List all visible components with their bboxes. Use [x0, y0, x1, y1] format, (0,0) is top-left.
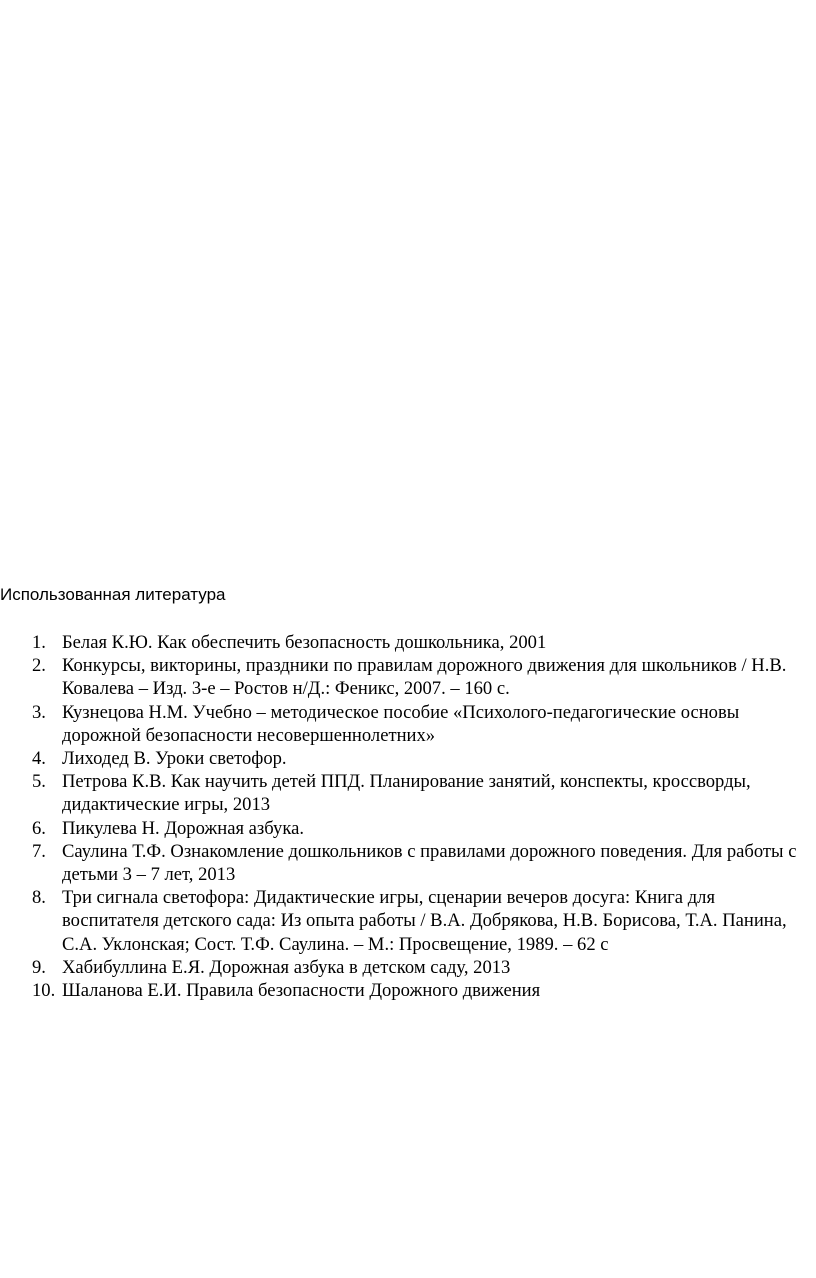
- references-list: [32, 631, 816, 1002]
- reference-number: 3.: [32, 701, 46, 723]
- reference-text: Три сигнала светофора: Дидактические игры, сценарии вечеров досуга: Книга для воспитателя детского сада: Из опыта работы / В.А. Добрякова, Н.В. Борисова, Т.А. Панина, С.А. Уклонская; Сост. Т.Ф. Саулина. – М.: Просвещение, 1989. – 62 с: [62, 887, 787, 955]
- reference-number: 10.: [32, 980, 56, 1002]
- list-item: [32, 701, 816, 747]
- reference-number: 9.: [32, 956, 46, 978]
- reference-text: Петрова К.В. Как научить детей ППД. Планирование занятий, конспекты, кроссворды, дидактические игры, 2013: [62, 771, 751, 816]
- reference-text: Конкурсы, викторины, праздники по правилам дорожного движения для школьников / Н.В. Ковалева – Изд. 3-е – Ростов н/Д.: Феникс, 2007. – 160 с.: [62, 655, 787, 700]
- list-item: [32, 817, 816, 840]
- reference-text: Хабибуллина Е.Я. Дорожная азбука в детском саду, 2013: [62, 956, 511, 978]
- reference-number: 4.: [32, 748, 46, 770]
- reference-text: Лиходед В. Уроки светофор.: [62, 748, 287, 770]
- reference-number: 8.: [32, 887, 46, 909]
- list-item: [32, 979, 816, 1002]
- reference-number: 1.: [32, 632, 46, 653]
- list-item: [32, 840, 816, 886]
- list-item: [32, 886, 816, 956]
- reference-number: 5.: [32, 771, 46, 793]
- references-heading: Использованная литература: [0, 585, 226, 604]
- reference-text: Саулина Т.Ф. Ознакомление дошкольников с правилами дорожного поведения. Для работы с детьми 3 – 7 лет, 2013: [62, 840, 797, 886]
- list-item: [32, 654, 816, 700]
- list-item: [32, 770, 816, 816]
- reference-text: Кузнецова Н.М. Учебно – методическое пособие «Психолого-педагогические основы дорожной безопасности несовершеннолетних»: [62, 701, 740, 746]
- reference-text: Шаланова Е.И. Правила безопасности Дорожного движения: [62, 980, 541, 1002]
- list-item: [32, 631, 816, 654]
- reference-number: 7.: [32, 840, 46, 862]
- list-item: [32, 956, 816, 979]
- reference-number: 2.: [32, 655, 46, 677]
- reference-text: Пикулева Н. Дорожная азбука.: [62, 817, 304, 839]
- reference-number: 6.: [32, 817, 46, 839]
- list-item: [32, 747, 816, 770]
- reference-text: Белая К.Ю. Как обеспечить безопасность дошкольника, 2001: [62, 632, 547, 653]
